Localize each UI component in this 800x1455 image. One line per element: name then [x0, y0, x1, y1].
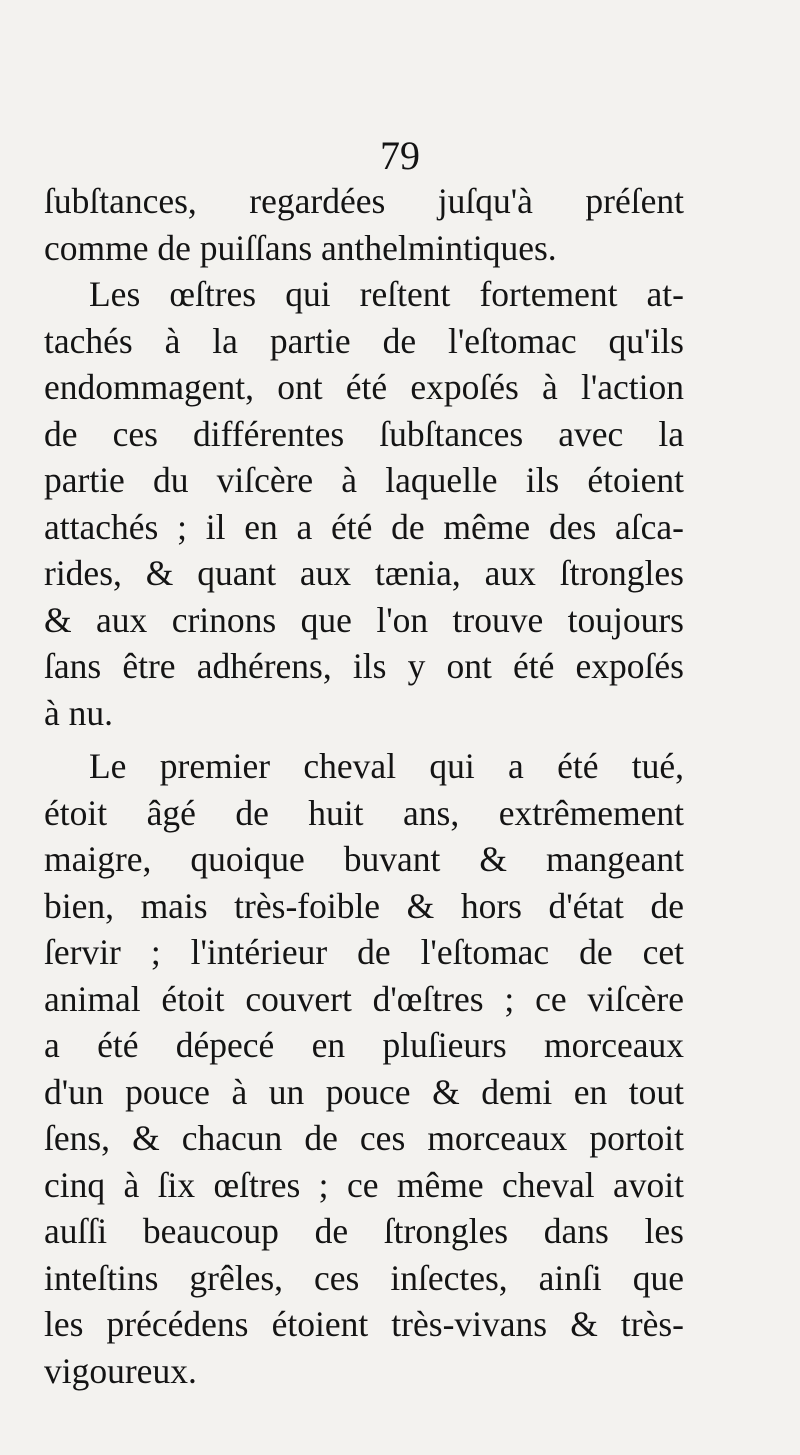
text-line: attachés ; il en a été de même des aſca-	[44, 506, 684, 547]
body-text	[44, 178, 684, 1394]
text-line: comme de puiſſans anthelmintiques.	[44, 227, 557, 268]
text-line: inteſtins grêles, ces inſectes, ainſi que	[44, 1257, 684, 1298]
text-line: ſens, & chacun de ces morceaux portoit	[44, 1118, 684, 1158]
paragraph-gap	[44, 736, 684, 743]
paragraph-start-line: Le premier cheval qui a été tué,	[89, 746, 684, 786]
text-line: a été dépecé en pluſieurs morceaux	[44, 1025, 684, 1065]
text-line: tachés à la partie de l'eſtomac qu'ils	[44, 320, 684, 361]
text-line: & aux crinons que l'on trouve toujours	[44, 599, 684, 640]
text-line: de ces différentes ſubſtances avec la	[44, 413, 684, 454]
text-line: à nu.	[44, 692, 114, 733]
text-line: ſervir ; l'intérieur de l'eſtomac de cet	[44, 932, 684, 972]
text-line: rides, & quant aux tænia, aux ſtrongles	[44, 553, 684, 593]
text-line: animal étoit couvert d'œſtres ; ce viſcère	[44, 978, 684, 1019]
text-line: partie du viſcère à laquelle ils étoient	[44, 460, 684, 500]
text-line: d'un pouce à un pouce & demi en tout	[44, 1071, 684, 1112]
text-line: étoit âgé de huit ans, extrêmement	[44, 792, 684, 833]
text-line: maigre, quoique buvant & mangeant	[44, 839, 684, 879]
text-line: les précédens étoient très-vivans & très-	[44, 1304, 684, 1344]
text-line: vigoureux.	[44, 1350, 197, 1391]
page-number: 79	[380, 133, 420, 178]
text-line: cinq à ſix œſtres ; ce même cheval avoit	[44, 1164, 684, 1205]
text-line: auſſi beaucoup de ſtrongles dans les	[44, 1211, 684, 1251]
text-line: ſans être adhérens, ils y ont été expoſés	[44, 646, 684, 686]
text-line: endommagent, ont été expoſés à l'action	[44, 367, 684, 407]
text-line: bien, mais très-foible & hors d'état de	[44, 885, 684, 926]
text-line: ſubſtances, regardées juſqu'à préſent	[44, 181, 684, 221]
paragraph-start-line: Les œſtres qui reſtent fortement at-	[89, 274, 684, 314]
